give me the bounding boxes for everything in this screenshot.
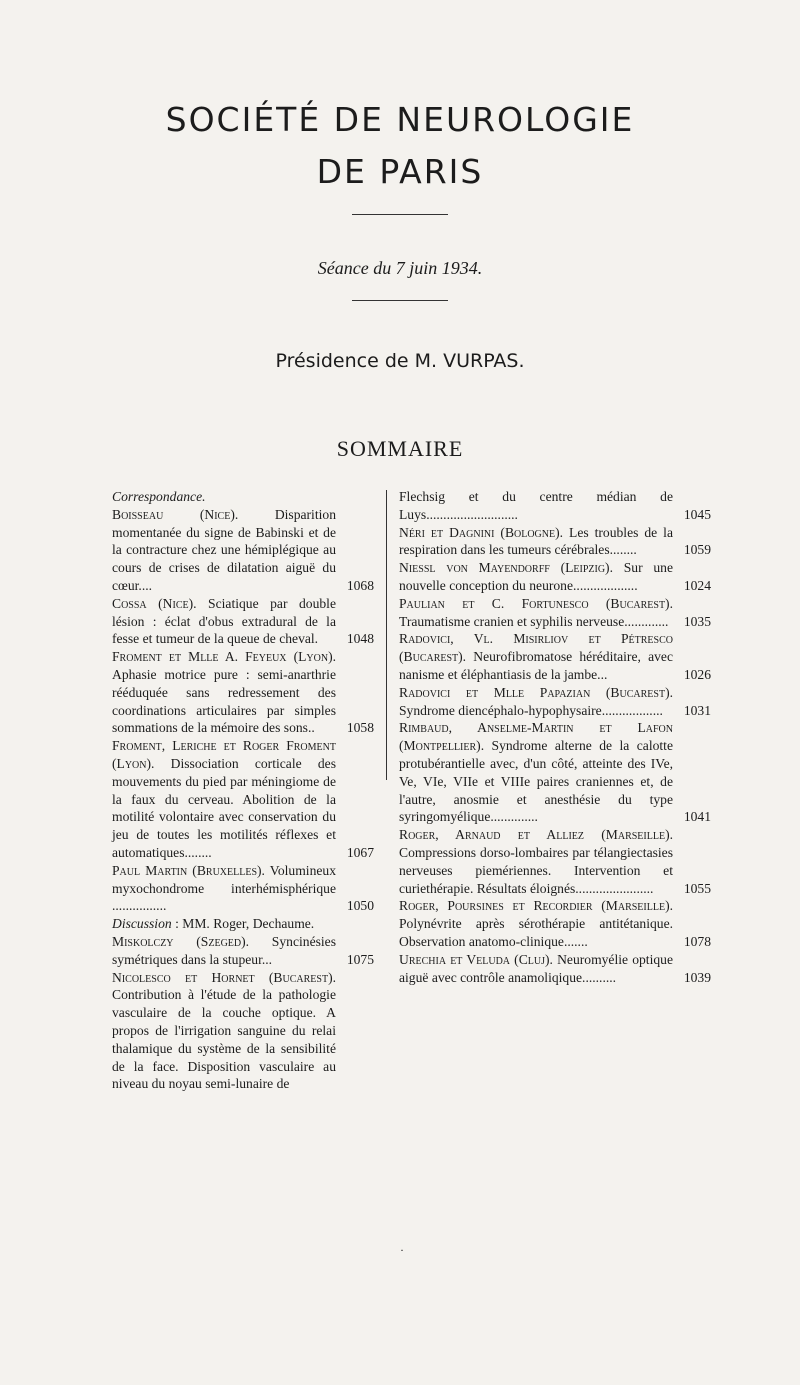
- sommaire-entry: [112, 737, 374, 862]
- entry-authors: Paulian et C. Fortunesco (Bucarest).: [399, 595, 673, 611]
- entry-authors: Paul Martin (Bruxelles).: [112, 862, 265, 878]
- title-line-2: DE PARIS: [316, 152, 484, 191]
- entry-description: Les troubles de la respiration dans les tumeurs cérébrales........: [399, 524, 673, 558]
- entry-authors: Radovici et Mlle Papazian (Bucarest).: [399, 684, 673, 700]
- entry-text: [112, 915, 336, 933]
- entry-description: Dissociation corticale des mouvements du pied par méningiome de la faux du cerveau. Abolition de la motilité volontaire avec conservation du jeu de toutes les motilités réflexes et automatiques........: [112, 755, 336, 860]
- entry-page-number: 1067: [346, 844, 374, 860]
- entry-text: [399, 524, 673, 560]
- entry-text: [112, 737, 336, 862]
- entry-description: Aphasie motrice pure : semi-anarthrie rééduquée sans redressement des coordinations articulaires par simples sommations de la mémoire des sons..: [112, 666, 336, 736]
- entry-description: Disparition momentanée du signe de Babinski et de la contracture chez une hémiplégique au cours de crises de dilatation aiguë du cœur....: [112, 506, 336, 593]
- left-column: [112, 488, 374, 1093]
- entry-text: [399, 684, 673, 720]
- entry-page-number: 1035: [683, 613, 711, 629]
- sommaire-entry: [112, 862, 374, 915]
- rule-top: [352, 214, 448, 215]
- entry-description: Sur une nouvelle conception du neurone...................: [399, 560, 673, 593]
- entry-page-number: 1050: [346, 898, 374, 914]
- entry-page-number: 1024: [683, 577, 711, 593]
- entry-authors: Roger, Arnaud et Alliez (Marseille).: [399, 827, 673, 843]
- sommaire-entry: [399, 719, 711, 826]
- sommaire-entry: [399, 595, 711, 631]
- entry-page-number: 1048: [346, 631, 374, 647]
- entry-text: [399, 719, 673, 826]
- entry-description: Syncinésies symétriques dans la stupeur...: [112, 933, 336, 967]
- presidence: Présidence de M. VURPAS.: [275, 350, 525, 372]
- entry-description: Flechsig et du centre médian de Luys...........................: [399, 489, 673, 522]
- entry-text: [112, 862, 336, 915]
- sommaire-entry: [112, 648, 374, 737]
- entry-page-number: 1045: [683, 506, 711, 522]
- entry-authors: Néri et Dagnini (Bologne).: [399, 524, 564, 540]
- sommaire-entry: [399, 630, 711, 683]
- rule-middle: [352, 300, 448, 301]
- sommaire-entry: [112, 915, 374, 933]
- entry-description: Neuromyélie optique aiguë avec contrôle anamoliqique..........: [399, 951, 673, 985]
- entry-text: [399, 630, 673, 683]
- entry-page-number: 1059: [683, 542, 711, 558]
- entry-text: [399, 559, 673, 595]
- entry-page-number: 1039: [683, 969, 711, 985]
- entry-authors: Nicolesco et Hornet (Bucarest).: [112, 969, 336, 985]
- entry-authors: Rimbaud, Anselme-Martin et Lafon (Montpellier).: [399, 720, 673, 754]
- sommaire-entry: [112, 969, 374, 1094]
- entry-page-number: 1055: [683, 880, 711, 896]
- seance-date: Séance du 7 juin 1934.: [317, 258, 483, 278]
- entry-authors: Froment, Leriche et Roger Froment (Lyon).: [112, 738, 336, 771]
- entry-page-number: 1078: [683, 933, 711, 949]
- entry-page-number: 1058: [346, 720, 374, 736]
- title-line-1: SOCIÉTÉ DE NEUROLOGIE: [165, 100, 635, 139]
- sommaire-entry: [112, 506, 374, 595]
- entry-text: [112, 595, 336, 648]
- entry-page-number: 1026: [683, 666, 711, 682]
- entry-authors: Miskolczy (Szeged).: [112, 933, 250, 949]
- entry-authors: Froment et Mlle A. Feyeux (Lyon).: [112, 649, 336, 665]
- entry-description: Neurofibromatose héréditaire, avec nanisme et éléphantiasis de la jambe...: [399, 649, 673, 682]
- entry-authors: Roger, Poursines et Recordier (Marseille).: [399, 898, 673, 914]
- sommaire-entry: [399, 524, 711, 560]
- entry-description: Contribution à l'étude de la pathologie vasculaire de la couche optique. A propos de l'irrigation sanguine du relai thalamique du système de la sensibilité de la face. Disposition vasculaire au niveau du noyau semi-lunaire de: [112, 987, 336, 1092]
- entry-description: : MM. Roger, Dechaume.: [171, 916, 315, 932]
- entry-text: [112, 969, 336, 1094]
- sommaire-entry: [399, 488, 711, 524]
- sommaire-entry: [112, 595, 374, 648]
- entry-authors: Urechia et Veluda (Cluj).: [399, 951, 553, 967]
- entry-authors: Niessl von Mayendorff (Leipzig).: [399, 560, 613, 576]
- entry-text: [112, 933, 336, 969]
- sommaire-entry: [399, 951, 711, 987]
- entry-authors: Radovici, Vl. Misirliov et Pétresco (Bucarest).: [399, 631, 673, 665]
- sommaire-entry: [399, 826, 711, 897]
- entry-description: Syndrome alterne de la calotte protubérantielle avec, d'un côté, atteinte des IVe, Ve, VIe, VIIe et VIIIe paires craniennes et, de l'autre, anosmie et anesthésie du type syringomyélique..............: [399, 738, 673, 825]
- left-entries: [112, 506, 374, 1093]
- column-divider: [386, 490, 387, 780]
- sommaire-entry: [112, 933, 374, 969]
- entry-text: [399, 488, 673, 524]
- printer-mark: ·: [400, 1243, 404, 1257]
- entry-page-number: 1068: [346, 577, 374, 593]
- entry-description: Compressions dorso-lombaires par télangiectasies nerveuses piemériennes. Intervention et curiethérapie. Résultats éloignés.......................: [399, 844, 673, 896]
- entry-description: Syndrome diencéphalo-hypophysaire..................: [399, 702, 663, 718]
- entry-authors: Boisseau (Nice).: [112, 506, 239, 522]
- entry-page-number: 1075: [346, 951, 374, 967]
- entry-text: [399, 951, 673, 987]
- entry-page-number: 1031: [683, 702, 711, 718]
- entry-description: Volumineux myxochondrome interhémisphérique ................: [112, 862, 336, 914]
- entry-page-number: 1041: [683, 809, 711, 825]
- sommaire-entry: [399, 897, 711, 950]
- right-column: [399, 488, 711, 986]
- sommaire-heading: SOMMAIRE: [336, 436, 464, 461]
- sommaire-entry: [399, 684, 711, 720]
- sommaire-entry: [399, 559, 711, 595]
- right-entries: [399, 488, 711, 986]
- entry-text: [399, 826, 673, 897]
- entry-description: Traumatisme cranien et syphilis nerveuse.............: [399, 613, 669, 629]
- entry-description: Sciatique par double lésion : éclat d'obus extradural de la fesse et tumeur de la queue de cheval.: [112, 595, 336, 647]
- entry-text: [112, 506, 336, 595]
- entry-description: Polynévrite après sérothérapie antitétanique. Observation anatomo-clinique.......: [399, 916, 673, 949]
- category-heading: Correspondance.: [112, 489, 206, 504]
- entry-text: [399, 595, 673, 631]
- entry-authors: Cossa (Nice).: [112, 595, 197, 611]
- entry-text: [399, 897, 673, 950]
- entry-authors: Discussion: [112, 916, 172, 932]
- entry-text: [112, 648, 336, 737]
